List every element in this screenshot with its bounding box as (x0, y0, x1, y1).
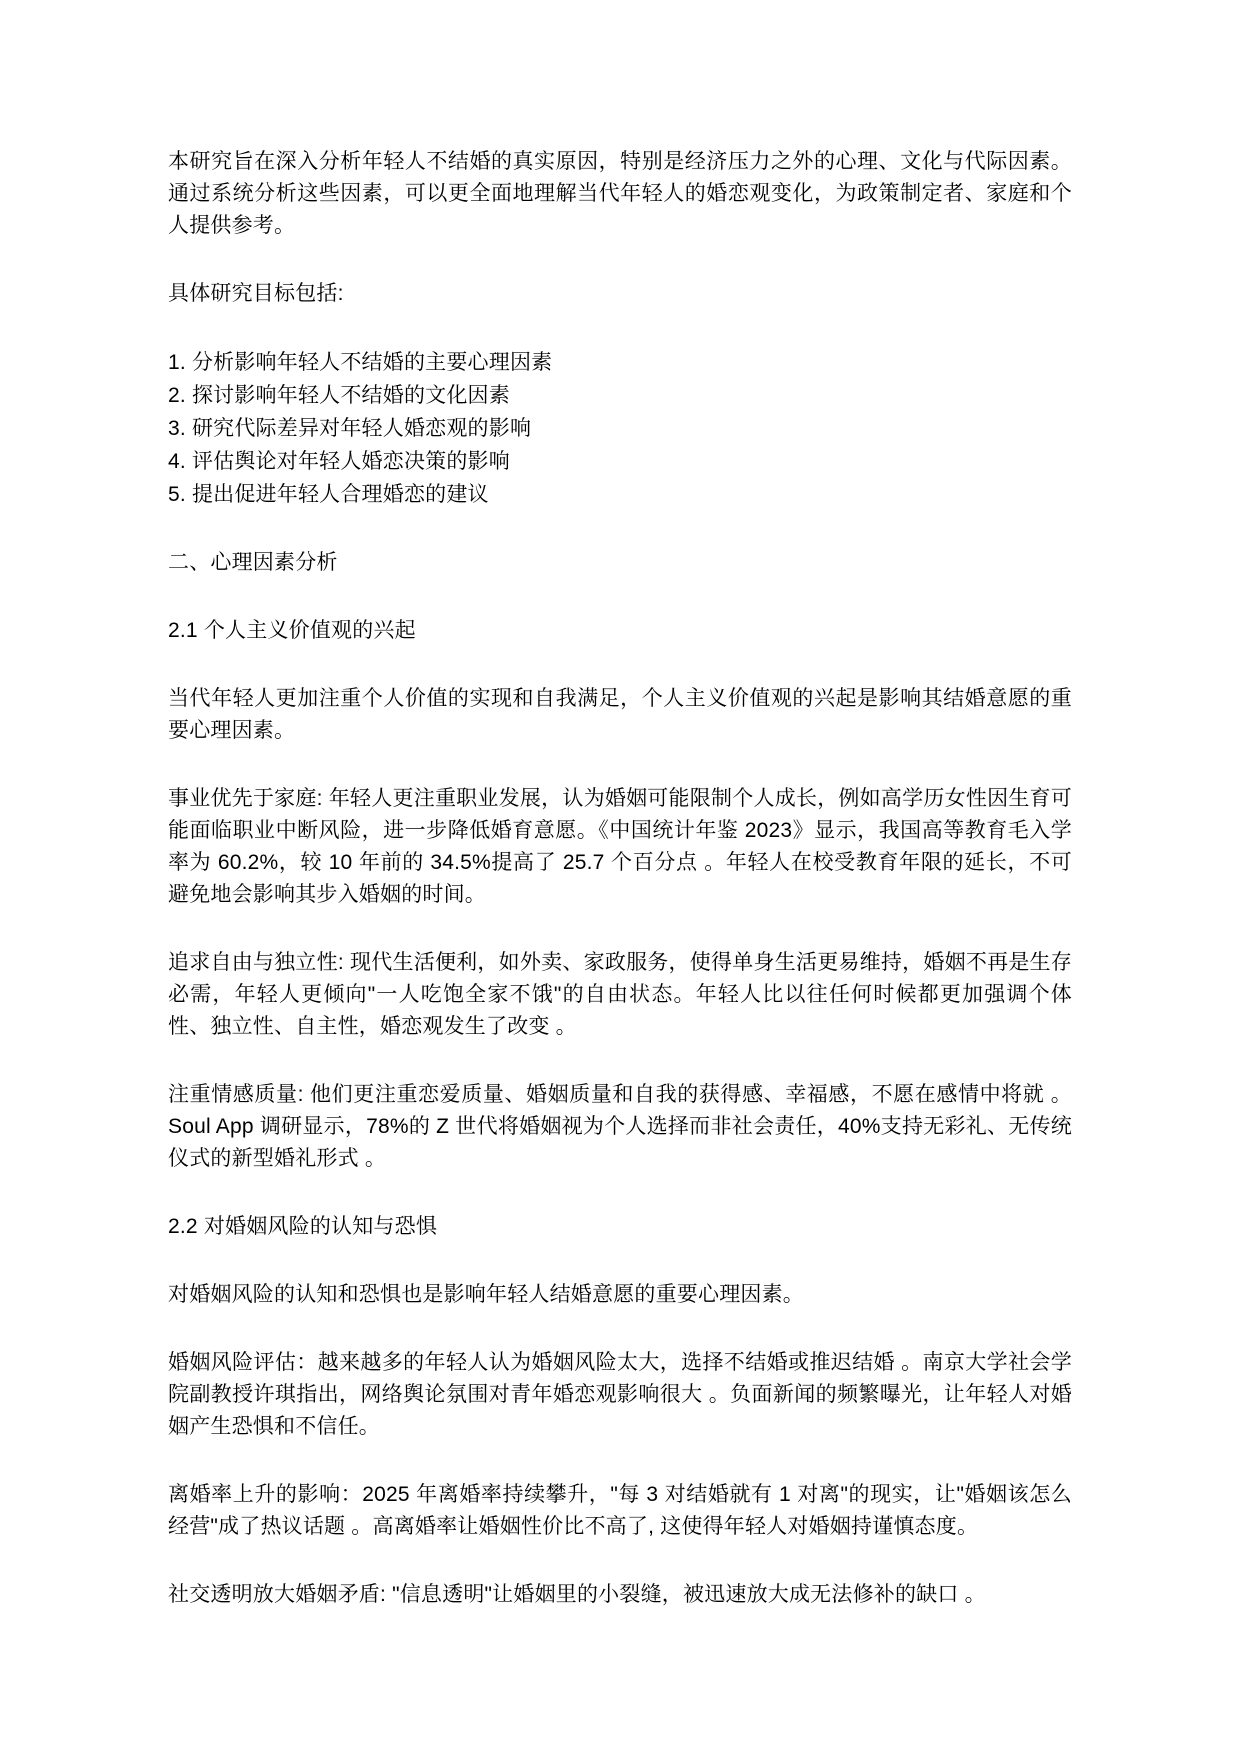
subsection-heading-individualism: 2.1 个人主义价值观的兴起 (168, 619, 416, 642)
freedom-independence-paragraph: 追求自由与独立性: 现代生活便利，如外卖、家政服务，使得单身生活更易维持，婚姻不再是生存必需，年轻人更倾向"一人吃饱全家不饿"的自由状态。年轻人比以往任何时候都更加强调个体性、独立性、自主性，婚恋观发生了改变 。 (168, 951, 1072, 1038)
research-goal-list (168, 346, 1072, 511)
goals-lead-paragraph: 具体研究目标包括: (168, 282, 344, 305)
divorce-rate-paragraph: 离婚率上升的影响：2025 年离婚率持续攀升，"每 3 对结婚就有 1 对离"的现实，让"婚姻该怎么经营"成了热议话题 。高离婚率让婚姻性价比不高了, 这使得年轻人对婚姻持谨慎态度。 (168, 1483, 1072, 1538)
marriage-risk-intro-paragraph: 对婚姻风险的认知和恐惧也是影响年轻人结婚意愿的重要心理因素。 (168, 1283, 804, 1306)
goal-list-item-2: 2. 探讨影响年轻人不结婚的文化因素 (168, 384, 510, 407)
goal-list-item-1: 1. 分析影响年轻人不结婚的主要心理因素 (168, 351, 553, 374)
emotional-quality-paragraph: 注重情感质量: 他们更注重恋爱质量、婚姻质量和自我的获得感、幸福感，不愿在感情中将就 。Soul App 调研显示，78%的 Z 世代将婚姻视为个人选择而非社会责任，40%支持无彩礼、无传统仪式的新型婚礼形式 。 (168, 1083, 1072, 1170)
individualism-intro-paragraph: 当代年轻人更加注重个人价值的实现和自我满足，个人主义价值观的兴起是影响其结婚意愿的重要心理因素。 (168, 687, 1072, 742)
risk-assessment-paragraph: 婚姻风险评估：越来越多的年轻人认为婚姻风险太大，选择不结婚或推迟结婚 。南京大学社会学院副教授许琪指出，网络舆论氛围对青年婚恋观影响很大 。负面新闻的频繁曝光，让年轻人对婚姻产生恐惧和不信任。 (168, 1351, 1072, 1438)
social-transparency-paragraph: 社交透明放大婚姻矛盾: "信息透明"让婚姻里的小裂缝，被迅速放大成无法修补的缺口 。 (168, 1583, 986, 1606)
goal-list-item-3: 3. 研究代际差异对年轻人婚恋观的影响 (168, 417, 532, 440)
intro-paragraph: 本研究旨在深入分析年轻人不结婚的真实原因，特别是经济压力之外的心理、文化与代际因素。通过系统分析这些因素，可以更全面地理解当代年轻人的婚恋观变化，为政策制定者、家庭和个人提供参考。 (168, 150, 1072, 237)
career-priority-paragraph: 事业优先于家庭: 年轻人更注重职业发展，认为婚姻可能限制个人成长，例如高学历女性因生育可能面临职业中断风险，进一步降低婚育意愿。《中国统计年鉴 2023》显示，我国高等教育毛入学率为 60.2%，较 10 年前的 34.5%提高了 25.7 个百分点 。年轻人在校受教育年限的延长，不可避免地会影响其步入婚姻的时间。 (168, 787, 1072, 906)
goal-list-item-5: 5. 提出促进年轻人合理婚恋的建议 (168, 483, 489, 506)
goal-list-item-4: 4. 评估舆论对年轻人婚恋决策的影响 (168, 450, 510, 473)
subsection-heading-marriage-risk: 2.2 对婚姻风险的认知与恐惧 (168, 1215, 438, 1238)
section-heading-psychological-factors: 二、心理因素分析 (168, 551, 338, 574)
